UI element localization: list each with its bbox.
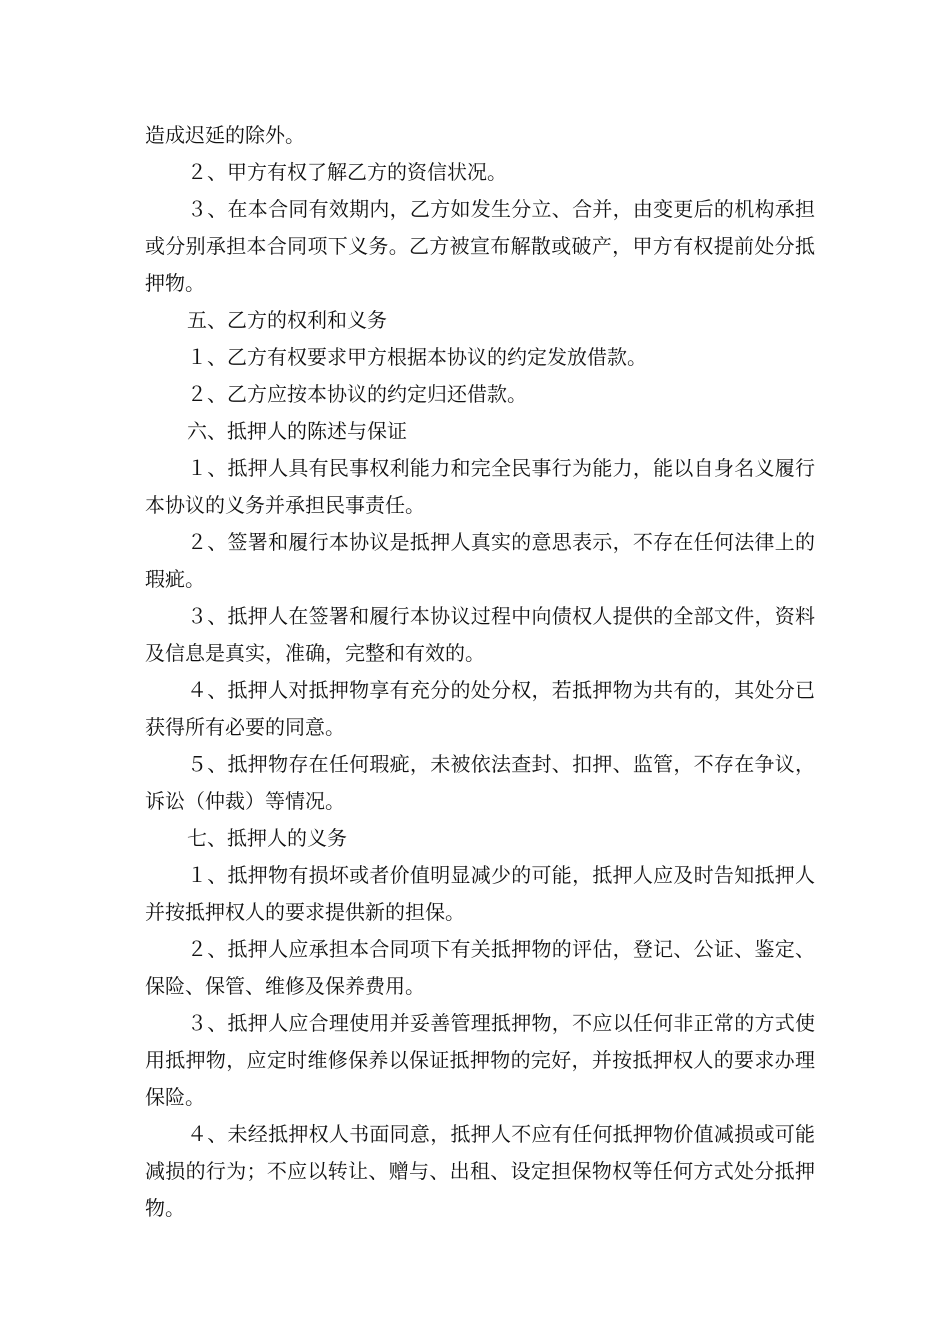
clause-5-1: １、乙方有权要求甲方根据本协议的约定发放借款。 <box>187 345 647 369</box>
clause-6-5: ５、抵押物存在任何瑕疵，未被依法查封、扣押、监管，不存在争议，诉讼（仲裁）等情况。 <box>145 752 815 813</box>
clause-7-2: ２、抵押人应承担本合同项下有关抵押物的评估，登记、公证、鉴定、保险、保管、维修及保养费用。 <box>145 937 815 998</box>
section-heading-5: 五、乙方的权利和义务 <box>187 308 387 332</box>
document-body <box>145 117 815 1227</box>
clause-5-2: ２、乙方应按本协议的约定归还借款。 <box>187 382 527 406</box>
clause-6-4: ４、抵押人对抵押物享有充分的处分权，若抵押物为共有的，其处分已获得所有必要的同意。 <box>145 678 815 739</box>
clause-6-3: ３、抵押人在签署和履行本协议过程中向债权人提供的全部文件，资料及信息是真实，准确，完整和有效的。 <box>145 604 815 665</box>
paragraph-continuation: 造成迟延的除外。 <box>145 123 305 147</box>
clause-6-2: ２、签署和履行本协议是抵押人真实的意思表示，不存在任何法律上的瑕疵。 <box>145 530 815 591</box>
section-heading-7: 七、抵押人的义务 <box>187 826 347 850</box>
clause-7-1: １、抵押物有损坏或者价值明显减少的可能，抵押人应及时告知抵押人并按抵押权人的要求提供新的担保。 <box>145 863 815 924</box>
clause-4-2: ２、甲方有权了解乙方的资信状况。 <box>187 160 507 184</box>
clause-4-3: ３、在本合同有效期内，乙方如发生分立、合并，由变更后的机构承担或分别承担本合同项下义务。乙方被宣布解散或破产，甲方有权提前处分抵押物。 <box>145 197 815 295</box>
clause-7-4: ４、未经抵押权人书面同意，抵押人不应有任何抵押物价值减损或可能减损的行为；不应以转让、赠与、出租、设定担保物权等任何方式处分抵押物。 <box>145 1122 815 1220</box>
clause-6-1: １、抵押人具有民事权利能力和完全民事行为能力，能以自身名义履行本协议的义务并承担民事责任。 <box>145 456 815 517</box>
section-heading-6: 六、抵押人的陈述与保证 <box>187 419 407 443</box>
clause-7-3: ３、抵押人应合理使用并妥善管理抵押物，不应以任何非正常的方式使用抵押物，应定时维修保养以保证抵押物的完好，并按抵押权人的要求办理保险。 <box>145 1011 815 1109</box>
